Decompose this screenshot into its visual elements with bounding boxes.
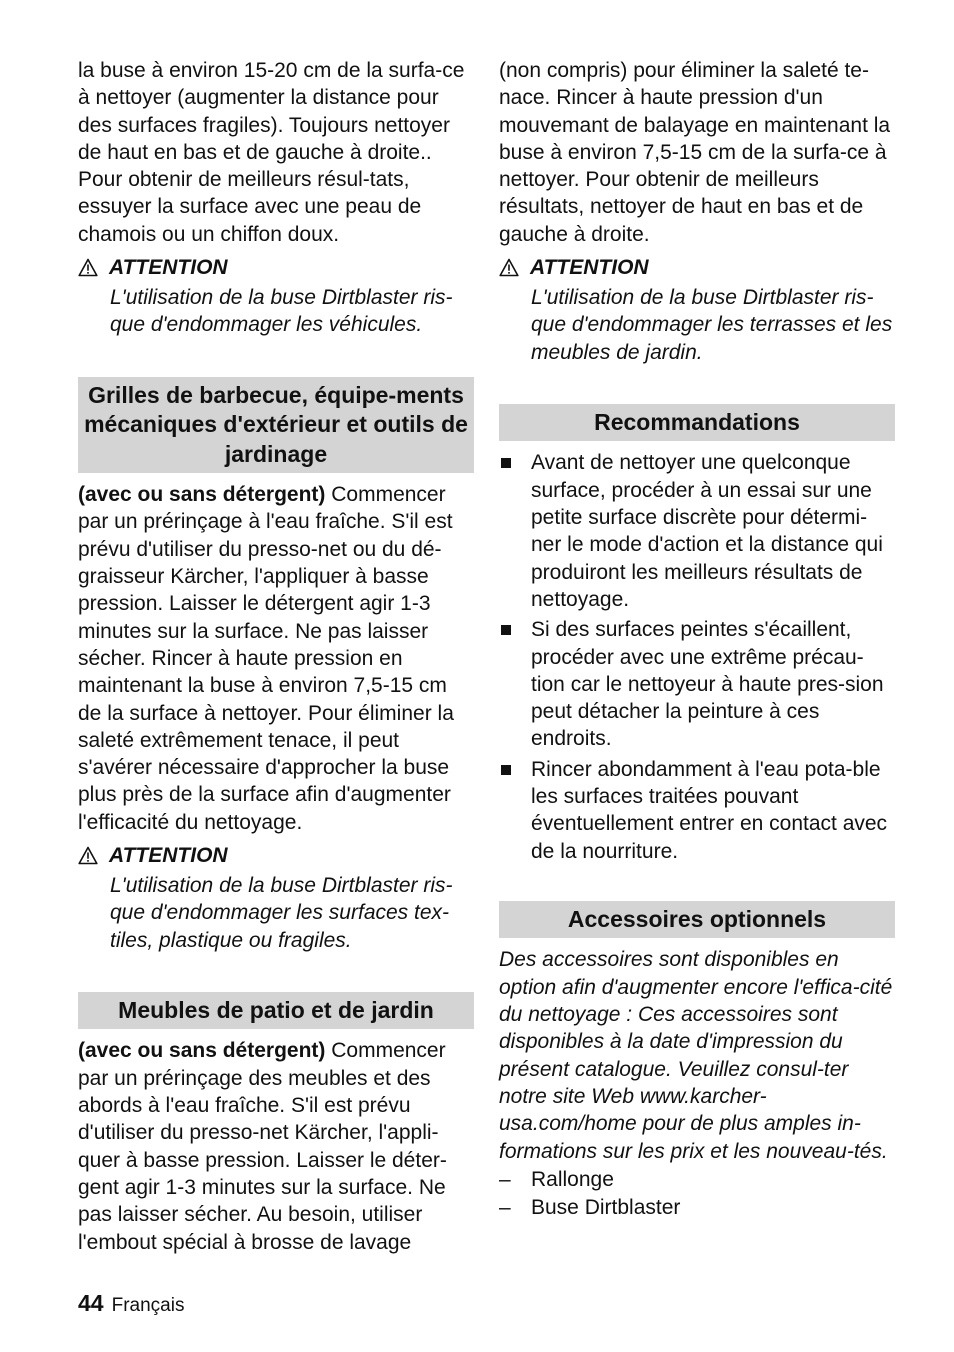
section-paragraph-grilles: [78, 481, 474, 836]
page-footer: [78, 1290, 184, 1317]
dash-marker: –: [499, 1167, 511, 1191]
attention-text: L'utilisation de la buse Dirtblaster ris-que d'endommager les véhicules.: [110, 286, 453, 337]
section-lead: (avec ou sans détergent): [78, 483, 326, 507]
attention-label: ATTENTION: [109, 844, 228, 868]
accessoires-paragraph: Des accessoires sont disponibles en option afin d'augmenter encore l'effica-cité du nettoyage : Ces accessoires sont disponibles à la date d'impression du présent catalogue. Veuillez consul-ter notre site Web www.karcher-usa.com/home pour de plus amples in-formations sur les prix et les nouveau-tés.: [499, 948, 893, 1163]
list-item: Rincer abondamment à l'eau pota-ble les surfaces traitées pouvant éventuellement entrer en contact avec de la nourriture.: [499, 756, 895, 865]
list-item-label: Buse Dirtblaster: [531, 1196, 681, 1220]
page-language: Français: [111, 1295, 185, 1316]
right-intro-paragraph: (non compris) pour éliminer la saleté te-nace. Rincer à haute pression d'un mouvemant de balayage en maintenant la buse à environ 7,5-15 cm de la surfa-ce à nettoyer. Pour obtenir de meilleurs résultats, nettoyer de haut en bas et de gauche à droite.: [499, 59, 891, 246]
list-item: Avant de nettoyer une quelconque surface, procéder à un essai sur une petite surface discrète pour détermi-ner le mode d'action et la distance qui produiront les meilleurs résultats de nettoyage.: [499, 449, 895, 613]
list-item: Si des surfaces peintes s'écaillent, procéder avec une extrême précau-tion car le nettoyeur à haute pres-sion peut détacher la peinture à ces endroits.: [499, 616, 895, 752]
attention-heading: [78, 254, 474, 281]
attention-heading: [78, 842, 474, 869]
left-column: [78, 57, 474, 1256]
page-number: 44: [78, 1290, 104, 1316]
warning-triangle-icon: [78, 846, 98, 865]
left-intro-paragraph: la buse à environ 15-20 cm de la surfa-ce à nettoyer (augmenter la distance pour des surfaces fragiles). Toujours nettoyer de haut en bas et de gauche à droite.. Pour obtenir de meilleurs résul-tats, essuyer la surface avec une peau de chamois ou un chiffon doux.: [78, 59, 465, 246]
right-column: [499, 57, 895, 1223]
list-item-label: Rallonge: [531, 1167, 614, 1191]
dash-marker: –: [499, 1196, 511, 1220]
section-text: Commencer par un prérinçage à l'eau fraîche. S'il est prévu d'utiliser du presso-net ou du dé-graisseur Kärcher, l'appliquer à basse pression. Laisser le détergent agir 1-3 minutes sur la surface. Ne pas laisser sécher. Rincer à haute pression en maintenant la buse à environ 7,5-15 cm de la surface à nettoyer. Pour éliminer la saleté extrêmement tenace, il peut s'avérer nécessaire d'approcher la buse plus près de la surface afin d'augmenter l'efficacité du nettoyage.: [78, 483, 454, 834]
attention-label: ATTENTION: [530, 256, 649, 280]
warning-triangle-icon: [78, 258, 98, 277]
section-heading-accessoires: Accessoires optionnels: [499, 901, 895, 939]
section-heading-grilles: Grilles de barbecue, équipe-ments mécaniques d'extérieur et outils de jardinage: [78, 377, 474, 474]
section-heading-recommandations: Recommandations: [499, 404, 895, 442]
attention-label: ATTENTION: [109, 256, 228, 280]
list-item: [499, 1166, 895, 1195]
section-lead: (avec ou sans détergent): [78, 1039, 326, 1063]
recommandations-list: [499, 449, 895, 864]
section-heading-meubles: Meubles de patio et de jardin: [78, 992, 474, 1030]
attention-text: L'utilisation de la buse Dirtblaster ris-que d'endommager les terrasses et les meubles de jardin.: [531, 286, 893, 364]
list-item: [499, 1194, 895, 1223]
section-paragraph-meubles: [78, 1037, 474, 1255]
attention-heading: [499, 254, 895, 281]
accessoires-list: [499, 1166, 895, 1223]
warning-triangle-icon: [499, 258, 519, 277]
section-text: Commencer par un prérinçage des meubles et des abords à l'eau fraîche. S'il est prévu d'utiliser du presso-net Kärcher, l'appli-quer à basse pression. Laisser le déter-gent agir 1-3 minutes sur la surface. Ne pas laisser sécher. Au besoin, utiliser l'embout spécial à brosse de lavage: [78, 1039, 447, 1254]
attention-text: L'utilisation de la buse Dirtblaster ris-que d'endommager les surfaces tex-tiles, plastique ou fragiles.: [110, 874, 453, 952]
